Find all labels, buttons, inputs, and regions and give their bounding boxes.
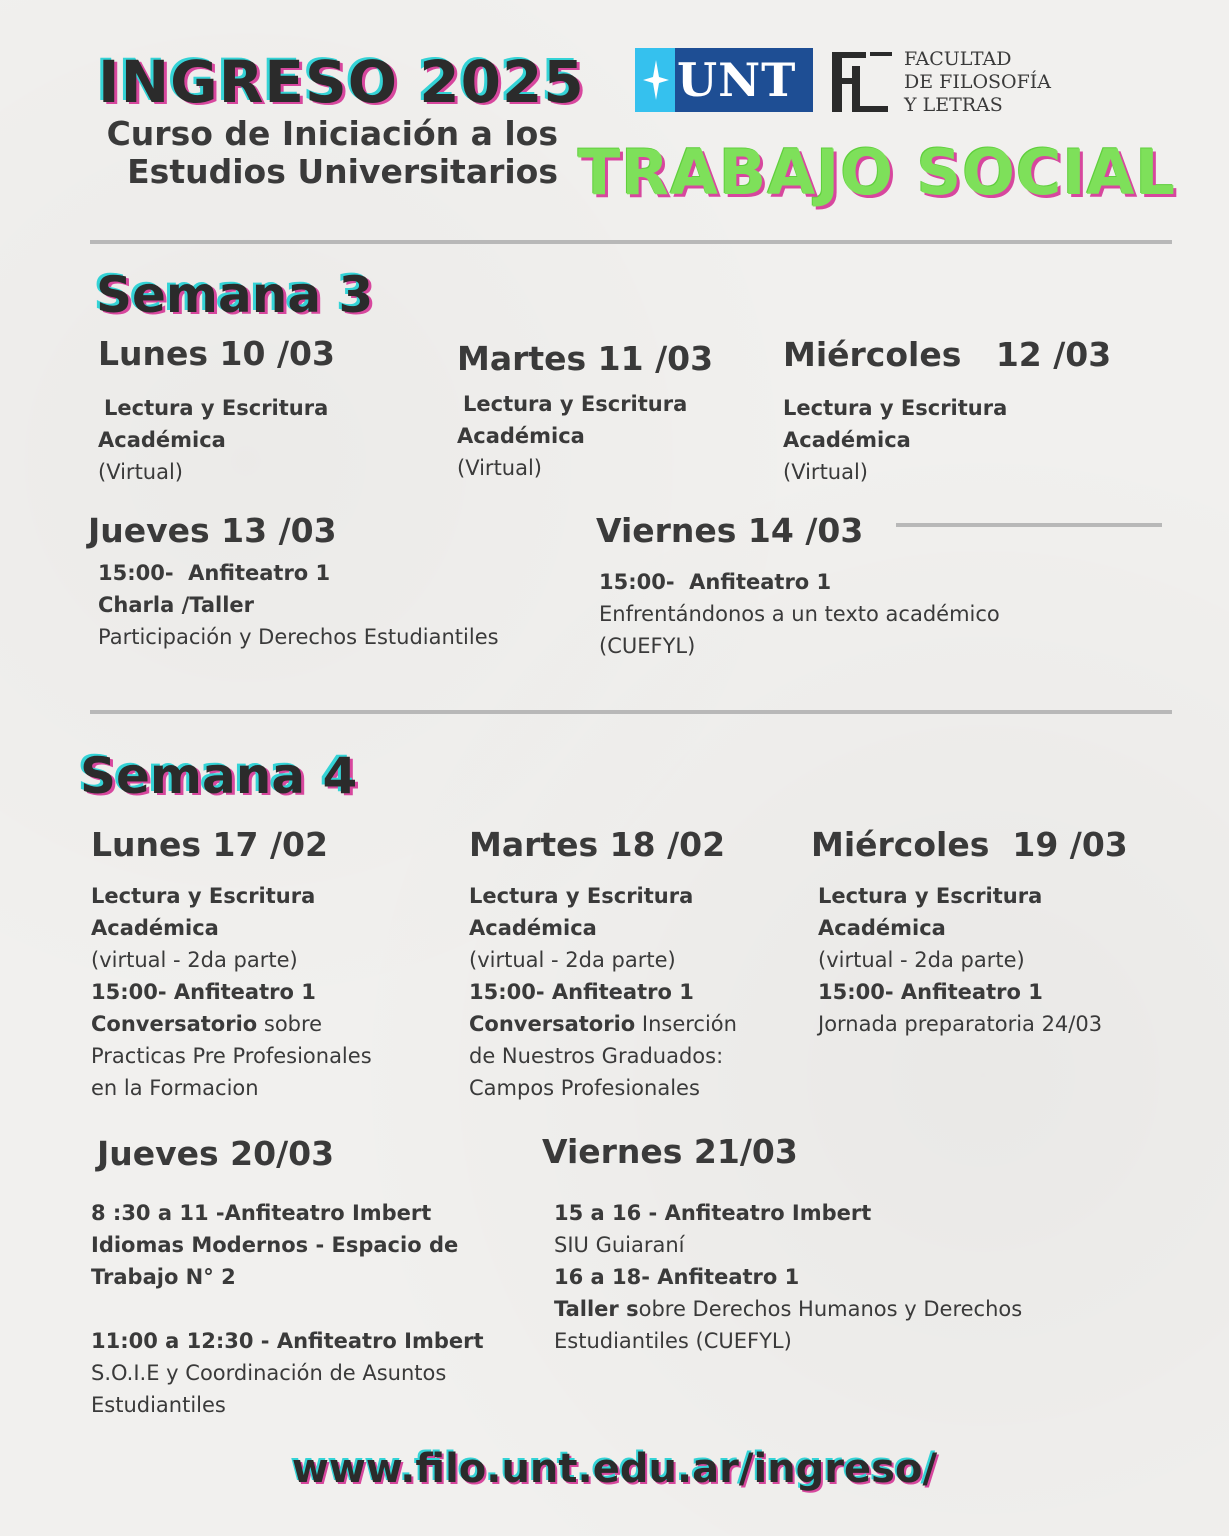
friday-accent-line xyxy=(896,523,1162,527)
week4-thursday-line2: Idiomas Modernos - Espacio de xyxy=(91,1233,459,1257)
faculty-name-line3: Y LETRAS xyxy=(904,94,1003,116)
week3-tuesday-line2: Académica xyxy=(457,424,585,448)
week3-monday-details xyxy=(98,392,328,488)
faculty-name-line2: DE FILOSOFÍA xyxy=(904,71,1052,93)
week-3-title: Semana 3 xyxy=(96,266,374,324)
week4-friday-line5: Estudiantiles (CUEFYL) xyxy=(554,1329,792,1353)
career-title: TRABAJO SOCIAL xyxy=(578,136,1177,209)
week4-monday-line1: Lectura y Escritura xyxy=(91,884,316,908)
week3-wednesday-line1: Lectura y Escritura xyxy=(783,396,1008,420)
week4-tuesday-line5-rest: Inserción xyxy=(635,1012,737,1036)
course-subtitle-line2: Estudios Universitarios xyxy=(127,152,558,191)
week3-monday-line3: (Virtual) xyxy=(98,460,184,484)
divider-top xyxy=(90,240,1172,244)
week4-thursday-date: Jueves 20/03 xyxy=(97,1134,335,1173)
event-title: INGRESO 2025 xyxy=(98,48,585,116)
week4-tuesday-line7: Campos Profesionales xyxy=(469,1076,700,1100)
week4-tuesday-line3: (virtual - 2da parte) xyxy=(469,948,676,972)
week4-wednesday-line4: 15:00- Anfiteatro 1 xyxy=(818,980,1043,1004)
website-link[interactable]: www.filo.unt.edu.ar/ingreso/ xyxy=(291,1446,938,1492)
week4-friday-line1: 15 a 16 - Anfiteatro Imbert xyxy=(554,1201,872,1225)
week3-friday-details xyxy=(599,566,1000,662)
week4-tuesday-line2: Académica xyxy=(469,916,597,940)
week4-tuesday-details xyxy=(469,880,737,1104)
course-subtitle-line1: Curso de Iniciación a los xyxy=(106,114,558,153)
week3-friday-line1: 15:00- Anfiteatro 1 xyxy=(599,570,832,594)
week4-friday-line4 xyxy=(554,1293,1022,1325)
week3-tuesday-line1: Lectura y Escritura xyxy=(463,392,688,416)
week3-thursday-line1: 15:00- Anfiteatro 1 xyxy=(98,561,331,585)
week4-thursday-spacer xyxy=(91,1293,484,1325)
week3-thursday-details xyxy=(98,557,499,653)
week3-wednesday-line3: (Virtual) xyxy=(783,460,869,484)
week3-friday-date: Viernes 14 /03 xyxy=(596,511,864,550)
week4-tuesday-line4: 15:00- Anfiteatro 1 xyxy=(469,980,694,1004)
week3-thursday-line2: Charla /Taller xyxy=(98,593,255,617)
week4-wednesday-date: Miércoles 19 /03 xyxy=(811,825,1128,864)
week4-monday-line7: en la Formacion xyxy=(91,1076,259,1100)
week3-friday-line3: (CUEFYL) xyxy=(599,634,696,658)
week3-tuesday-line3: (Virtual) xyxy=(457,456,543,480)
week4-friday-line2: SIU Guiaraní xyxy=(554,1233,685,1257)
week4-wednesday-details xyxy=(818,880,1102,1040)
week4-thursday-details xyxy=(91,1197,484,1421)
week4-monday-details xyxy=(91,880,372,1104)
week-4-title: Semana 4 xyxy=(80,747,358,805)
week4-tuesday-line1: Lectura y Escritura xyxy=(469,884,694,908)
week4-friday-line4-rest: obre Derechos Humanos y Derechos xyxy=(638,1297,1023,1321)
week4-thursday-line5: S.O.I.E y Coordinación de Asuntos xyxy=(91,1361,447,1385)
week4-monday-line5-bold: Conversatorio xyxy=(91,1012,258,1036)
week4-wednesday-line3: (virtual - 2da parte) xyxy=(818,948,1025,972)
week4-friday-details xyxy=(554,1197,1022,1357)
divider-middle xyxy=(90,710,1172,714)
faculty-name xyxy=(904,48,1051,117)
week4-tuesday-date: Martes 18 /02 xyxy=(469,825,726,864)
week4-wednesday-line1: Lectura y Escritura xyxy=(818,884,1043,908)
week3-friday-line2: Enfrentándonos a un texto académico xyxy=(599,602,1000,626)
week3-wednesday-details xyxy=(783,392,1007,488)
week3-monday-line1: Lectura y Escritura xyxy=(104,396,329,420)
week4-thursday-line1: 8 :30 a 11 -Anfiteatro Imbert xyxy=(91,1201,432,1225)
week3-monday-line2: Académica xyxy=(98,428,226,452)
week4-friday-line3: 16 a 18- Anfiteatro 1 xyxy=(554,1265,800,1289)
week3-thursday-date: Jueves 13 /03 xyxy=(88,511,337,550)
week4-tuesday-line5-bold: Conversatorio xyxy=(469,1012,636,1036)
week4-thursday-line4: 11:00 a 12:30 - Anfiteatro Imbert xyxy=(91,1329,484,1353)
week4-friday-date: Viernes 21/03 xyxy=(542,1132,798,1171)
week3-wednesday-line2: Académica xyxy=(783,428,911,452)
week4-monday-line2: Académica xyxy=(91,916,219,940)
week4-monday-date: Lunes 17 /02 xyxy=(91,825,328,864)
week4-monday-line6: Practicas Pre Profesionales xyxy=(91,1044,372,1068)
week4-wednesday-line2: Académica xyxy=(818,916,946,940)
week4-thursday-line3: Trabajo N° 2 xyxy=(91,1265,236,1289)
week3-tuesday-date: Martes 11 /03 xyxy=(457,339,714,378)
course-subtitle xyxy=(92,115,558,191)
week4-monday-line5 xyxy=(91,1008,372,1040)
week3-thursday-line3: Participación y Derechos Estudiantiles xyxy=(98,625,499,649)
week4-monday-line4: 15:00- Anfiteatro 1 xyxy=(91,980,316,1004)
week4-thursday-line6: Estudiantiles xyxy=(91,1393,226,1417)
week3-tuesday-details xyxy=(457,388,687,484)
week3-monday-date: Lunes 10 /03 xyxy=(98,334,335,373)
week4-wednesday-line5: Jornada preparatoria 24/03 xyxy=(818,1012,1103,1036)
week4-monday-line3: (virtual - 2da parte) xyxy=(91,948,298,972)
unt-logo-text: UNT xyxy=(677,53,797,107)
week4-friday-line4-bold: Taller s xyxy=(554,1297,639,1321)
week4-tuesday-line5 xyxy=(469,1008,737,1040)
faculty-name-line1: FACULTAD xyxy=(904,48,1012,70)
week4-tuesday-line6: de Nuestros Graduados: xyxy=(469,1044,724,1068)
star-icon xyxy=(635,48,675,112)
week3-wednesday-date: Miércoles 12 /03 xyxy=(783,335,1112,374)
week4-monday-line5-rest: sobre xyxy=(257,1012,323,1036)
unt-logo xyxy=(635,48,813,112)
ffyl-monogram-icon xyxy=(826,48,896,116)
